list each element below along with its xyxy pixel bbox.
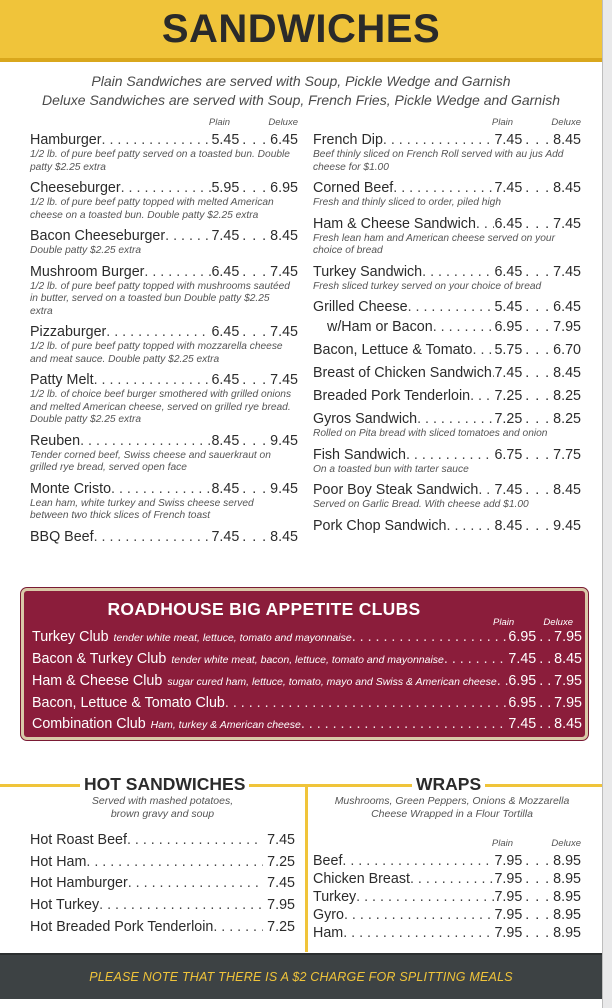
deluxe-price: 7.95 (554, 695, 582, 711)
dot-leader (408, 298, 495, 316)
price-separator: . . . (242, 372, 268, 388)
deluxe-price: 8.45 (270, 528, 298, 545)
item-price: 7.25 (267, 853, 295, 870)
menu-item-row (313, 341, 581, 359)
price-separator: . . (539, 651, 552, 667)
menu-item-row (313, 318, 581, 336)
plain-price: 5.45 (494, 299, 523, 315)
header-divider (0, 58, 602, 62)
plain-price: 7.95 (494, 889, 523, 905)
plain-price: 6.45 (211, 324, 240, 340)
dot-leader (94, 371, 212, 389)
dot-leader (343, 924, 494, 942)
plain-price: 7.45 (494, 482, 523, 498)
menu-item (313, 179, 581, 210)
wraps-subtitle-line: Cheese Wrapped in a Flour Tortilla (371, 808, 533, 820)
plain-price: 7.95 (494, 907, 523, 923)
club-row (32, 627, 582, 649)
column-header (30, 117, 298, 131)
menu-item (313, 318, 581, 336)
menu-item (313, 131, 581, 174)
dot-leader (94, 528, 212, 546)
plain-price: 5.45 (211, 132, 240, 148)
plain-header: Plain (208, 117, 230, 128)
deluxe-price: 7.75 (553, 446, 581, 463)
price-separator: . . . (525, 180, 551, 196)
price-separator: . . . (525, 365, 551, 381)
item-name: Turkey Sandwich (313, 263, 423, 280)
wraps-title: WRAPS (412, 774, 485, 795)
price-separator: . . (539, 629, 552, 645)
item-price: 7.25 (267, 918, 295, 935)
item-name: Grilled Cheese (313, 299, 408, 315)
menu-item (313, 446, 581, 477)
hot-sandwiches-title: HOT SANDWICHES (80, 774, 249, 795)
item-name: Ham (313, 925, 344, 941)
item-price: 7.45 (267, 875, 295, 892)
price-separator: . . . (242, 263, 268, 280)
plain-price: 8.45 (211, 480, 240, 497)
item-description: Beef thinly sliced on French Roll served with au jus Add cheese for $1.00 (313, 149, 564, 173)
wrap-row (313, 852, 581, 870)
dot-leader (165, 227, 211, 245)
item-price: 7.95 (267, 897, 295, 914)
item-name: Chicken Breast (313, 871, 410, 887)
menu-item-row (313, 387, 581, 405)
price-separator: . . . (525, 907, 551, 923)
club-name: Turkey Club (32, 629, 109, 645)
price-separator: . . . (242, 528, 268, 545)
menu-item (30, 179, 298, 222)
item-name: Pork Chop Sandwich (313, 517, 447, 534)
menu-item-row (313, 131, 581, 149)
club-description: Ham, turkey & American cheese (150, 719, 301, 731)
bottom-margin (0, 999, 602, 1008)
item-name: Turkey (313, 889, 357, 905)
club-row (32, 714, 582, 736)
clubs-list (32, 627, 582, 736)
menu-item (313, 364, 581, 382)
item-description: Double patty $2.25 extra (30, 245, 142, 256)
dot-leader (342, 852, 494, 870)
deluxe-header: Deluxe (268, 117, 298, 128)
dot-leader (144, 263, 211, 281)
intro-text (0, 72, 602, 110)
deluxe-price: 7.45 (553, 263, 581, 280)
plain-price: 7.45 (494, 132, 523, 148)
dot-leader (225, 693, 509, 714)
wraps-subtitle (313, 795, 591, 821)
plain-price: 7.95 (494, 853, 523, 869)
deluxe-price: 8.25 (553, 411, 581, 427)
plain-price: 7.95 (494, 925, 523, 941)
item-name: Fish Sandwich (313, 446, 406, 463)
menu-item (30, 323, 298, 366)
plain-price: 7.45 (508, 716, 537, 732)
club-description: sugar cured ham, lettuce, tomato, mayo and Swiss & American cheese (167, 676, 497, 688)
plain-price: 6.95 (508, 695, 537, 711)
deluxe-price: 9.45 (553, 517, 581, 534)
plain-price: 6.45 (211, 263, 240, 280)
deluxe-price: 8.95 (553, 925, 581, 941)
hot-sandwich-row (30, 830, 295, 852)
item-name: Beef (313, 853, 343, 869)
deluxe-price: 6.70 (553, 342, 581, 358)
plain-price: 6.45 (494, 263, 523, 280)
menu-item (313, 215, 581, 258)
item-name: Hot Hamburger (30, 875, 128, 892)
hot-sandwiches-list (30, 830, 295, 939)
price-separator: . . . (525, 517, 551, 534)
plain-header: Plain (493, 617, 515, 628)
plain-price: 7.95 (494, 871, 523, 887)
plain-price: 8.45 (494, 517, 523, 534)
dot-leader (99, 895, 263, 917)
plain-price: 7.25 (494, 411, 523, 427)
deluxe-header: Deluxe (551, 838, 581, 849)
hot-subtitle-line: Served with mashed potatoes, (91, 795, 234, 807)
deluxe-price: 8.45 (270, 228, 298, 244)
deluxe-price: 7.45 (270, 263, 298, 280)
wrap-row (313, 870, 581, 888)
menu-item (30, 227, 298, 258)
header-banner (0, 0, 602, 58)
hot-sandwich-row (30, 873, 295, 895)
menu-item-row (30, 528, 298, 546)
price-separator: . . . (525, 889, 551, 905)
deluxe-price: 8.45 (553, 180, 581, 196)
menu-item-row (313, 263, 581, 281)
item-name: Hot Ham (30, 853, 87, 870)
plain-price: 7.45 (494, 365, 523, 381)
price-separator: . . . (525, 215, 551, 232)
menu-item-row (30, 179, 298, 197)
menu-item-row (313, 179, 581, 197)
dot-leader (352, 627, 509, 648)
item-name: Patty Melt (30, 372, 94, 388)
dot-leader (410, 870, 495, 888)
menu-item-row (313, 215, 581, 233)
plain-header: Plain (491, 117, 513, 128)
item-description: 1/2 lb. of pure beef patty topped with mushrooms sautéed in butter, served on a toasted bun Double patty $2.25 extra (30, 280, 290, 317)
menu-item (313, 341, 581, 359)
item-name: Bacon, Lettuce & Tomato (313, 342, 473, 358)
deluxe-price: 6.45 (553, 299, 581, 315)
plain-header: Plain (491, 838, 513, 849)
club-row (32, 693, 582, 714)
wraps-list (313, 852, 581, 942)
price-separator: . . . (242, 228, 268, 244)
dot-leader (86, 852, 263, 874)
deluxe-price: 7.45 (270, 324, 298, 340)
price-separator: . . . (242, 324, 268, 340)
item-description: Fresh lean ham and American cheese served on your choice of bread (313, 232, 555, 256)
menu-item-row (313, 410, 581, 428)
deluxe-header: Deluxe (543, 617, 573, 628)
item-description: Rolled on Pita bread with sliced tomatoes and onion (313, 428, 548, 439)
plain-price: 6.95 (494, 319, 523, 335)
clubs-title: ROADHOUSE BIG APPETITE CLUBS (107, 599, 421, 619)
club-name: Combination Club (32, 716, 146, 732)
deluxe-price: 8.95 (553, 853, 581, 869)
hot-sandwich-row (30, 852, 295, 874)
dot-leader (301, 714, 509, 735)
deluxe-price: 7.95 (554, 673, 582, 689)
clubs-box (21, 588, 588, 740)
item-name: Hot Turkey (30, 897, 100, 914)
deluxe-price: 8.95 (553, 907, 581, 923)
menu-item (30, 528, 298, 546)
dot-leader (422, 263, 494, 281)
deluxe-price: 8.95 (553, 871, 581, 887)
item-description: Fresh sliced turkey served on your choice of bread (313, 280, 542, 292)
deluxe-price: 6.95 (270, 180, 298, 196)
club-description: tender white meat, lettuce, tomato and mayonnaise (113, 632, 352, 644)
intro-line-plain: Plain Sandwiches are served with Soup, Pickle Wedge and Garnish (91, 73, 511, 89)
intro-line-deluxe: Deluxe Sandwiches are served with Soup, French Fries, Pickle Wedge and Garnish (42, 92, 560, 108)
dot-leader (497, 671, 509, 692)
price-separator: . . . (242, 180, 268, 196)
dot-leader (476, 215, 495, 233)
plain-price: 5.95 (211, 180, 240, 196)
plain-price: 7.45 (494, 180, 523, 196)
left-item-list (30, 131, 298, 546)
club-description: tender white meat, bacon, lettuce, tomato and mayonnaise (171, 654, 444, 666)
club-name: Bacon & Turkey Club (32, 651, 167, 667)
deluxe-price: 8.45 (553, 482, 581, 498)
menu-item-row (30, 480, 298, 498)
dot-leader (356, 888, 494, 906)
menu-item (313, 263, 581, 294)
price-separator: . . . (525, 342, 551, 358)
item-name: Monte Cristo (30, 480, 112, 497)
price-separator: . . . (525, 925, 551, 941)
item-name: Gyro (313, 907, 344, 923)
item-name: Hot Roast Beef (30, 832, 127, 848)
deluxe-price: 8.25 (553, 388, 581, 404)
item-name: Ham & Cheese Sandwich (313, 215, 476, 232)
price-separator: . . . (525, 853, 551, 869)
menu-item (30, 263, 298, 319)
item-name: Bacon Cheeseburger (30, 228, 166, 244)
split-meal-note: PLEASE NOTE THAT THERE IS A $2 CHARGE FOR SPLITTING MEALS (89, 970, 513, 984)
club-name: Bacon, Lettuce & Tomato Club (32, 695, 225, 711)
menu-item-row (313, 298, 581, 316)
deluxe-price: 7.95 (553, 319, 581, 335)
dot-leader (393, 179, 494, 197)
price-separator: . . . (525, 388, 551, 404)
item-name: Pizzaburger (30, 324, 107, 340)
item-name: w/Ham or Bacon (327, 319, 433, 335)
item-name: French Dip (313, 132, 383, 148)
hot-sandwich-row (30, 917, 295, 939)
menu-item-row (30, 323, 298, 341)
item-name: Hamburger (30, 132, 102, 148)
plain-price: 8.45 (211, 432, 240, 449)
dot-leader (127, 830, 263, 852)
price-separator: . . (539, 695, 552, 711)
right-item-list (313, 131, 581, 535)
plain-price: 7.45 (211, 228, 240, 244)
item-description: Lean ham, white turkey and Swiss cheese served between two thick slices of French toast (30, 497, 254, 521)
menu-item-row (30, 227, 298, 245)
column-header (313, 117, 581, 131)
price-separator: . . . (525, 299, 551, 315)
dot-leader (121, 179, 212, 197)
item-description: 1/2 lb. of pure beef patty served on a toasted bun. Double patty $2.25 extra (30, 149, 290, 173)
item-description: 1/2 lb. of pure beef patty topped with melted American cheese on a toasted bun. Double patty $2.25 extra (30, 197, 274, 221)
menu-item (313, 481, 581, 512)
menu-item (313, 410, 581, 441)
wrap-row (313, 888, 581, 906)
menu-item-row (30, 131, 298, 149)
wrap-row (313, 906, 581, 924)
deluxe-price: 9.45 (270, 480, 298, 497)
right-sandwich-column (313, 117, 581, 540)
dot-leader (444, 649, 509, 670)
wrap-row (313, 924, 581, 942)
hot-subtitle-line: brown gravy and soup (110, 808, 215, 820)
dot-leader (383, 131, 495, 149)
item-name: Corned Beef (313, 180, 394, 196)
club-row (32, 671, 582, 693)
deluxe-header: Deluxe (551, 117, 581, 128)
deluxe-price: 7.95 (554, 629, 582, 645)
price-separator: . . . (525, 132, 551, 148)
dot-leader (128, 873, 263, 895)
deluxe-price: 6.45 (270, 132, 298, 148)
plain-price: 6.95 (508, 629, 537, 645)
menu-item (30, 432, 298, 475)
deluxe-price: 8.45 (553, 132, 581, 148)
dot-leader (478, 481, 494, 499)
footer-banner (0, 953, 602, 999)
item-name: Breaded Pork Tenderloin (313, 388, 471, 404)
page-edge (602, 0, 612, 1008)
item-description: Served on Garlic Bread. With cheese add $1.00 (313, 499, 529, 510)
price-separator: . . (539, 673, 552, 689)
dot-leader (433, 318, 495, 336)
menu-item-row (313, 481, 581, 499)
item-description: 1/2 lb. of choice beef burger smothered with grilled onions and melted American cheese, served on grilled rye bread. Double patty $2.25 extra (30, 389, 292, 425)
menu-item (313, 298, 581, 316)
item-description: 1/2 lb. of pure beef patty topped with mozzarella cheese and meat sauce. Double patty $2.25 extra (30, 341, 283, 365)
plain-price: 5.75 (494, 342, 523, 358)
menu-item-row (30, 263, 298, 281)
item-name: Cheeseburger (30, 180, 121, 196)
menu-item-row (313, 517, 581, 535)
column-divider (305, 784, 308, 952)
page-title: SANDWICHES (161, 6, 441, 51)
plain-price: 6.95 (508, 673, 537, 689)
dot-leader (106, 323, 211, 341)
dot-leader (447, 517, 495, 535)
deluxe-price: 7.45 (270, 372, 298, 388)
price-separator: . . . (242, 132, 268, 148)
item-name: Mushroom Burger (30, 263, 145, 280)
menu-item-row (313, 446, 581, 464)
price-separator: . . . (242, 480, 268, 497)
item-description: On a toasted bun with tarter sauce (313, 463, 469, 475)
deluxe-price: 8.45 (553, 365, 581, 381)
price-separator: . . . (525, 263, 551, 280)
dot-leader (213, 917, 263, 939)
price-separator: . . . (525, 482, 551, 498)
plain-price: 6.75 (494, 446, 523, 463)
menu-item (30, 371, 298, 427)
menu-item (313, 517, 581, 535)
price-separator: . . . (525, 411, 551, 427)
item-name: Reuben (30, 432, 81, 449)
dot-leader (473, 341, 495, 359)
item-name: Gyros Sandwich (313, 411, 418, 427)
plain-price: 7.25 (494, 388, 523, 404)
menu-item-row (30, 371, 298, 389)
plain-price: 7.45 (211, 528, 240, 545)
hot-sandwich-row (30, 895, 295, 917)
plain-price: 6.45 (211, 372, 240, 388)
deluxe-price: 9.45 (270, 432, 298, 449)
price-separator: . . . (525, 871, 551, 887)
deluxe-price: 8.45 (554, 716, 582, 732)
price-separator: . . . (525, 446, 551, 463)
item-name: Poor Boy Steak Sandwich (313, 482, 479, 498)
item-description: Fresh and thinly sliced to order, piled high (313, 197, 502, 208)
menu-item (313, 387, 581, 405)
wraps-subtitle-line: Mushrooms, Green Peppers, Onions & Mozzarella (334, 795, 570, 807)
plain-price: 7.45 (508, 651, 537, 667)
dot-leader (111, 480, 211, 498)
menu-item-row (30, 432, 298, 450)
item-name: Hot Breaded Pork Tenderloin (30, 918, 214, 935)
club-name: Ham & Cheese Club (32, 673, 163, 689)
deluxe-price: 7.45 (553, 215, 581, 232)
dot-leader (417, 410, 494, 428)
dot-leader (102, 131, 212, 149)
dot-leader (470, 387, 494, 405)
item-name: Breast of Chicken Sandwich (313, 365, 492, 381)
menu-item-row (313, 364, 581, 382)
club-row (32, 649, 582, 671)
deluxe-price: 8.45 (554, 651, 582, 667)
left-sandwich-column (30, 117, 298, 551)
wraps-column-header (313, 838, 581, 852)
hot-sandwiches-subtitle (30, 795, 295, 821)
menu-item (30, 480, 298, 523)
dot-leader (344, 906, 494, 924)
menu-item (30, 131, 298, 174)
dot-leader (406, 446, 494, 464)
price-separator: . . . (525, 319, 551, 335)
item-price: 7.45 (267, 832, 295, 848)
price-separator: . . . (242, 432, 268, 449)
price-separator: . . (539, 716, 552, 732)
plain-price: 6.45 (494, 215, 523, 232)
wraps-section (313, 838, 581, 942)
dot-leader (80, 432, 211, 450)
item-name: BBQ Beef (30, 528, 94, 545)
deluxe-price: 8.95 (553, 889, 581, 905)
item-description: Tender corned beef, Swiss cheese and sauerkraut on grilled rye bread, served open face (30, 449, 271, 473)
